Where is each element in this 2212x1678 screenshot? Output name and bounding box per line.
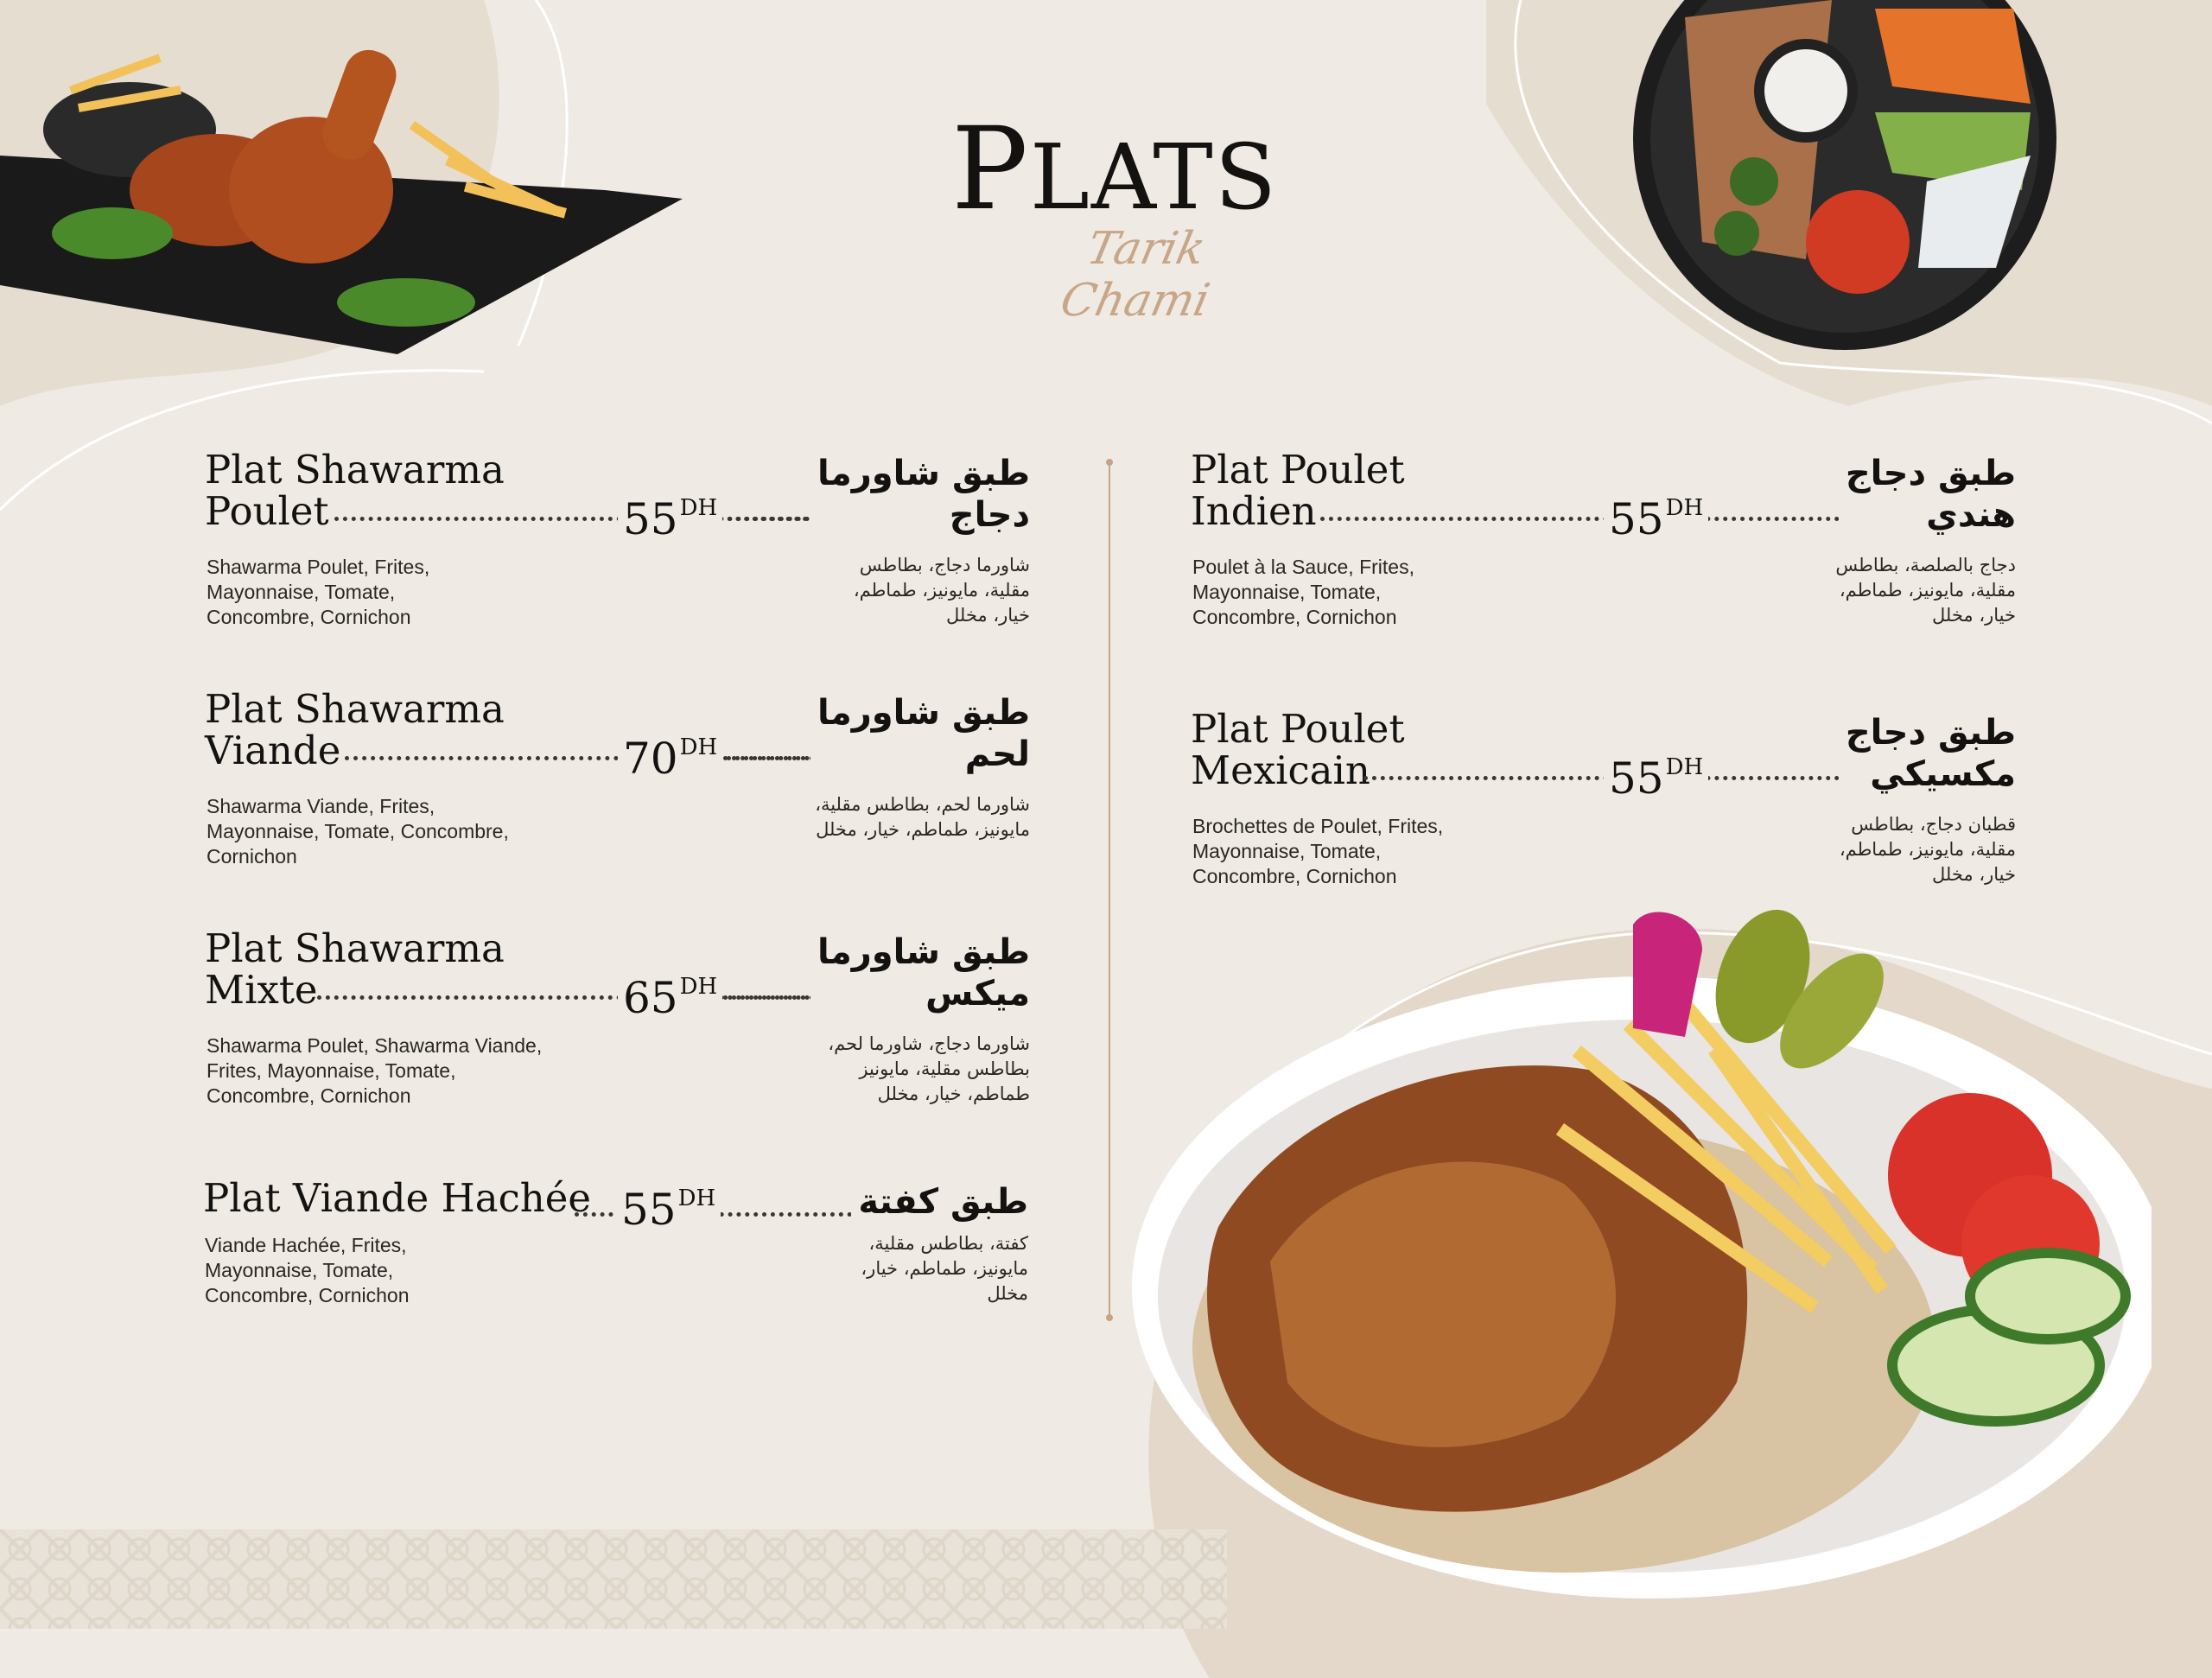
item-price: $70^{DH}$ xyxy=(618,723,722,783)
item-name-ar: طبق شاورما لحم xyxy=(810,692,1030,775)
item-price: $55^{DH}$ xyxy=(1604,484,1708,543)
menu-item-viande-hachee xyxy=(203,1136,1028,1306)
item-description-ar: قطبان دجاج، بطاطس مقلية، مايونيز، طماطم، خيار، مخلل xyxy=(1839,814,2016,885)
ornamental-pattern-band xyxy=(0,1529,1227,1629)
menu-item-poulet-indien xyxy=(1191,447,2016,628)
fried-chicken-plate-image xyxy=(0,26,691,397)
menu-item-shawarma-viande xyxy=(205,686,1030,868)
item-description-ar: شاورما دجاج، بطاطس مقلية، مايونيز، طماطم، خيار، مخلل xyxy=(853,555,1030,626)
item-description-ar: دجاج بالصلصة، بطاطس مقلية، مايونيز، طماطم، خيار، مخلل xyxy=(1835,555,2016,626)
shawarma-plate-image xyxy=(1115,899,2152,1642)
item-name-fr: Plat Shawarma Poulet xyxy=(205,449,512,532)
item-name-fr: Plat Viande Hachée xyxy=(203,1178,598,1219)
item-description-fr: Shawarma Poulet, Frites, Mayonnaise, Tomate, Concombre, Cornichon xyxy=(207,556,430,628)
item-name-fr: Plat Poulet Indien xyxy=(1191,449,1412,532)
item-description-ar: كفتة، بطاطس مقلية، مايونيز، طماطم، خيار، مخلل xyxy=(861,1233,1028,1304)
menu-item-shawarma-poulet xyxy=(205,447,1030,628)
item-name-ar: طبق شاورما دجاج xyxy=(810,453,1030,536)
page-title: PLATS xyxy=(951,103,1278,236)
item-name-ar: طبق دجاج هندي xyxy=(1839,453,2016,536)
shawarma-bowl-image xyxy=(1547,0,2117,363)
item-name-fr: Plat Shawarma Mixte xyxy=(205,928,512,1011)
item-description-fr: Shawarma Viande, Frites, Mayonnaise, Tomate, Concombre, Cornichon xyxy=(207,795,509,868)
item-price: $65^{DH}$ xyxy=(618,963,722,1022)
item-description-fr: Shawarma Poulet, Shawarma Viande, Frites, Mayonnaise, Tomate, Concombre, Cornichon xyxy=(207,1034,543,1107)
item-description-fr: Brochettes de Poulet, Frites, Mayonnaise, Tomate, Concombre, Cornichon xyxy=(1192,815,1444,887)
item-description-fr: Poulet à la Sauce, Frites, Mayonnaise, Tomate, Concombre, Cornichon xyxy=(1192,556,1414,628)
chef-signature: Tarik Chami xyxy=(1056,223,1215,327)
item-price: $55^{DH}$ xyxy=(1604,743,1708,803)
item-description-fr: Viande Hachée, Frites, Mayonnaise, Tomate, Concombre, Cornichon xyxy=(205,1234,410,1306)
item-name-ar: طبق شاورما ميكس xyxy=(810,931,1030,1014)
item-description-ar: شاورما لحم، بطاطس مقلية، مايونيز، طماطم، خيار، مخلل xyxy=(815,794,1030,840)
item-name-ar: طبق دجاج مكسيكي xyxy=(1839,712,2016,795)
item-price: $55^{DH}$ xyxy=(618,484,722,543)
item-price: $55^{DH}$ xyxy=(616,1174,721,1234)
menu-item-poulet-mexicain xyxy=(1191,706,2016,887)
column-divider xyxy=(1109,462,1110,1318)
item-name-ar: طبق كفتة xyxy=(851,1181,1028,1223)
item-description-ar: شاورما دجاج، شاورما لحم، بطاطس مقلية، مايونيز طماطم، خيار، مخلل xyxy=(828,1033,1030,1104)
menu-item-shawarma-mixte xyxy=(205,925,1030,1107)
item-name-fr: Plat Poulet Mexicain xyxy=(1191,709,1412,791)
item-name-fr: Plat Shawarma Viande xyxy=(205,689,512,772)
